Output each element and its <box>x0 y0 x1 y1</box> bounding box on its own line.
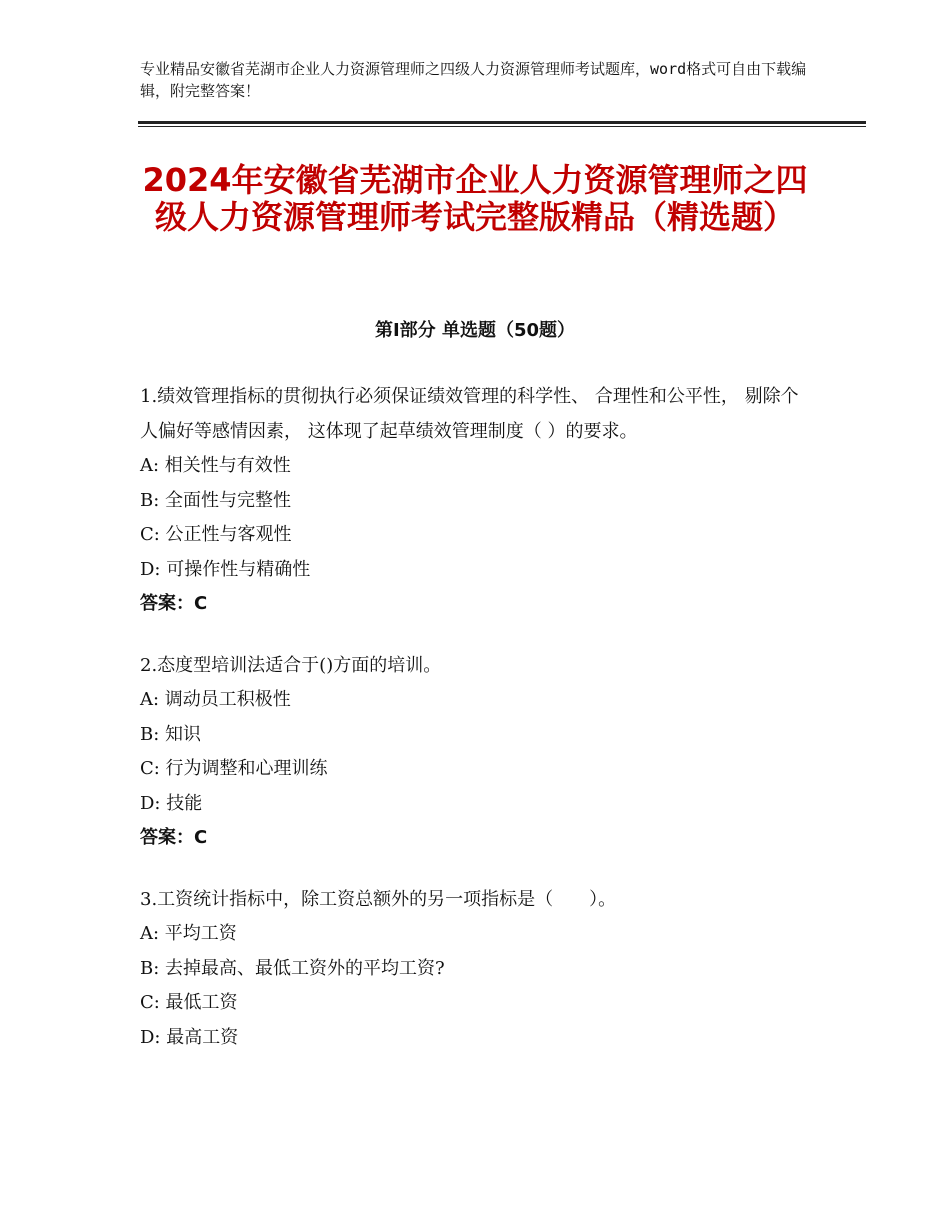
option-a: A: 平均工资 <box>140 923 237 944</box>
header-rule-thin <box>138 126 866 127</box>
answer: 答案：C <box>140 593 208 614</box>
question-2 <box>140 649 810 856</box>
section-heading: 第Ⅰ部分 单选题（50题） <box>374 320 575 341</box>
question-stem: 1.绩效管理指标的贯彻执行必须保证绩效管理的科学性、 合理性和公平性， 剔除个人偏好等感情因素， 这体现了起草绩效管理制度（ ）的要求。 <box>140 386 799 442</box>
option-b: B: 去掉最高、最低工资外的平均工资? <box>140 957 445 979</box>
option-d: D: 可操作性与精确性 <box>140 558 311 580</box>
answer: 答案：C <box>140 827 208 848</box>
option-a: A: 调动员工积极性 <box>140 689 291 710</box>
option-b: B: 知识 <box>140 723 202 745</box>
header-note: 专业精品安徽省芜湖市企业人力资源管理师之四级人力资源管理师考试题库，word格式可自由下载编辑，附完整答案！ <box>140 60 807 100</box>
option-c: C: 最低工资 <box>140 992 238 1013</box>
option-b: B: 全面性与完整性 <box>140 489 292 511</box>
option-c: C: 公正性与客观性 <box>140 524 292 545</box>
option-a: A: 相关性与有效性 <box>140 455 291 476</box>
question-1 <box>140 380 810 622</box>
option-c: C: 行为调整和心理训练 <box>140 758 328 779</box>
question-3 <box>140 883 810 1056</box>
question-list <box>140 380 810 1082</box>
option-d: D: 技能 <box>140 792 203 814</box>
question-stem: 2.态度型培训法适合于()方面的培训。 <box>140 654 442 676</box>
header-rule-thick <box>138 121 866 124</box>
document-title: 2024年安徽省芜湖市企业人力资源管理师之四级人力资源管理师考试完整版精品（精选题） <box>142 161 808 236</box>
question-stem: 3.工资统计指标中，除工资总额外的另一项指标是（ ）。 <box>140 888 617 910</box>
option-d: D: 最高工资 <box>140 1026 239 1048</box>
